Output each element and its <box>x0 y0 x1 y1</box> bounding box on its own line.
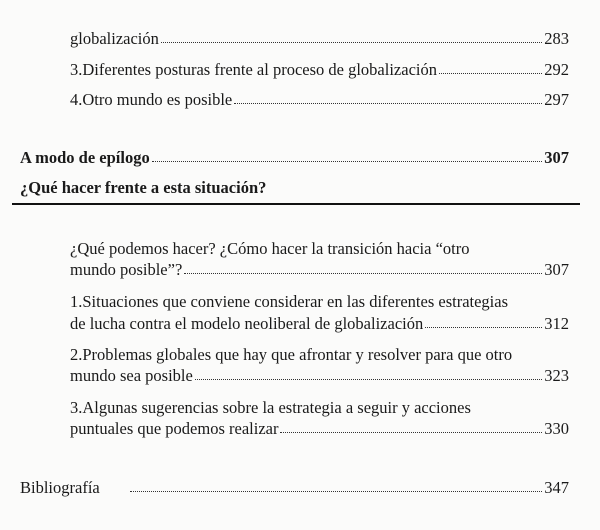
section-divider <box>12 203 580 205</box>
toc-entry <box>20 477 569 499</box>
dot-leader <box>280 422 542 434</box>
toc-entry-page: 292 <box>544 60 569 79</box>
toc-entry-first-line: 3.Algunas sugerencias sobre la estrategia a seguir y acciones <box>70 398 471 417</box>
section-heading: ¿Qué hacer frente a esta situación? <box>20 178 267 197</box>
toc-entry-page: 297 <box>544 90 569 109</box>
dot-leader <box>130 481 543 493</box>
toc-entry <box>70 89 569 111</box>
toc-entry-title: mundo sea posible <box>70 366 193 385</box>
toc-entry <box>70 313 569 335</box>
toc-entry <box>70 365 569 387</box>
toc-entry-title: Bibliografía <box>20 478 100 497</box>
toc-entry-title: globalización <box>70 29 159 48</box>
dot-leader <box>152 151 543 163</box>
toc-entry-first-line: 2.Problemas globales que hay que afrontar y resolver para que otro <box>70 345 513 364</box>
toc-entry-title: 4.Otro mundo es posible <box>70 90 233 109</box>
toc-entry-title: 3.Diferentes posturas frente al proceso de globalización <box>70 60 437 79</box>
dot-leader <box>425 317 542 329</box>
toc-entry-title: de lucha contra el modelo neoliberal de globalización <box>70 314 424 333</box>
dot-leader <box>195 369 542 381</box>
toc-entry-page: 283 <box>544 29 569 48</box>
toc-entry-page: 307 <box>544 148 569 167</box>
dot-leader <box>184 263 542 275</box>
toc-entry-title: puntuales que podemos realizar <box>70 419 279 438</box>
dot-leader <box>439 63 542 75</box>
toc-entry-title: mundo posible”? <box>70 260 183 279</box>
toc-entry-title: A modo de epílogo <box>20 148 150 167</box>
toc-entry-page: 323 <box>544 366 569 385</box>
toc-entry <box>70 59 569 81</box>
toc-entry <box>70 28 569 50</box>
toc-entry-page: 330 <box>544 419 569 438</box>
toc-entry-page: 347 <box>544 478 569 497</box>
toc-entry <box>70 259 569 281</box>
toc-section-entry <box>20 147 569 169</box>
toc-entry-first-line: ¿Qué podemos hacer? ¿Cómo hacer la transición hacia “otro <box>70 239 470 258</box>
toc-entry <box>70 418 569 440</box>
toc-entry-page: 312 <box>544 314 569 333</box>
toc-entry-page: 307 <box>544 260 569 279</box>
dot-leader <box>161 32 542 44</box>
dot-leader <box>234 93 542 105</box>
toc-entry-first-line: 1.Situaciones que conviene considerar en las diferentes estrategias <box>70 292 508 311</box>
